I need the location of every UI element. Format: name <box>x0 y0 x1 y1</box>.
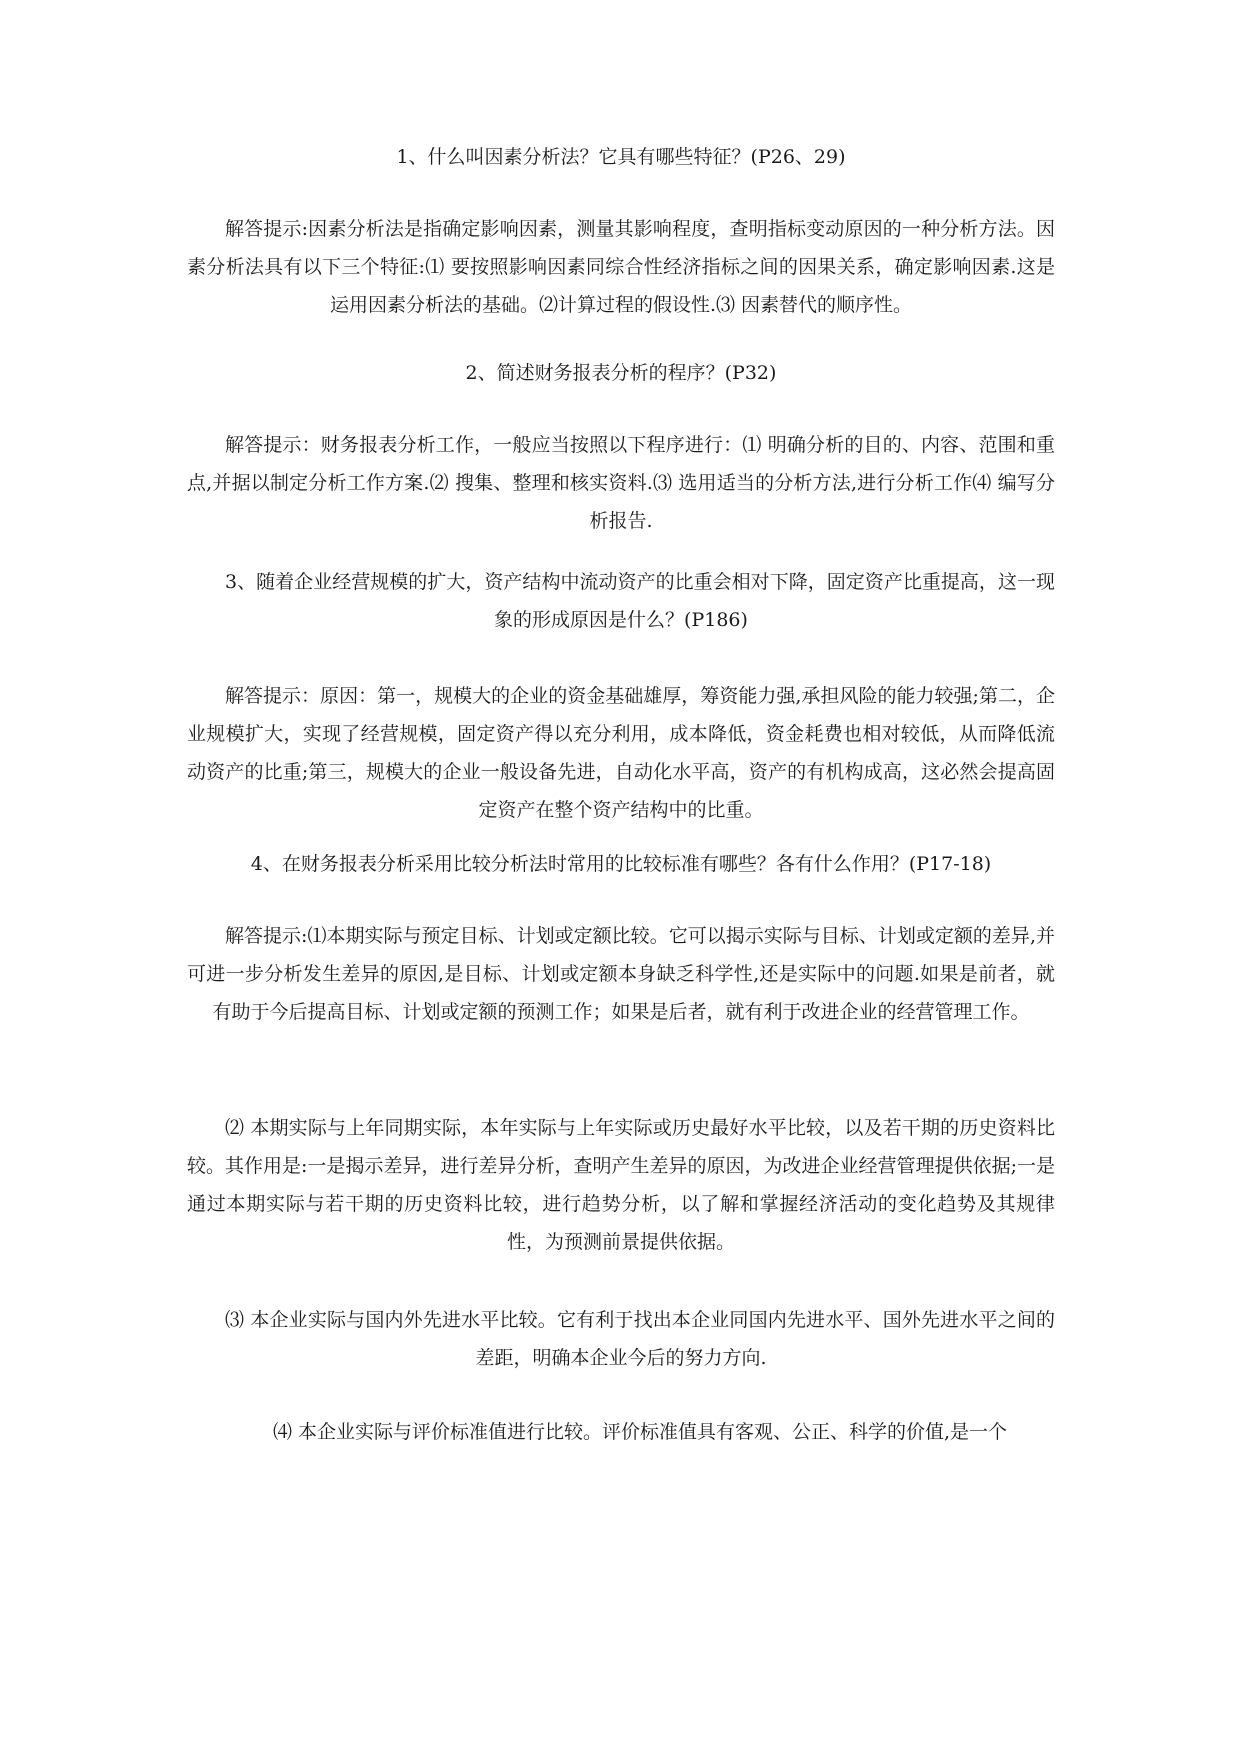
q2-answer: 解答提示：财务报表分析工作，一般应当按照以下程序进行：⑴ 明确分析的目的、内容、范围和重点,并据以制定分析工作方案.⑵ 搜集、整理和核实资料.⑶ 选用适当的分析方法,进行分析工作⑷ 编写分析报告. <box>187 434 1055 532</box>
q4-question: 4、在财务报表分析采用比较分析法时常用的比较标准有哪些？各有什么作用？(P17-18) <box>250 853 992 875</box>
q2-question: 2、简述财务报表分析的程序？(P32) <box>465 362 777 384</box>
q4-answer4-block <box>187 1413 1055 1451</box>
q3-answer-block <box>187 677 1055 829</box>
q4-answer2-block <box>187 1109 1055 1261</box>
q4-block <box>187 851 1055 877</box>
q4-answer3-block <box>187 1301 1055 1377</box>
q2-answer-block <box>187 426 1055 540</box>
q4-answer-1: 解答提示:⑴本期实际与预定目标、计划或定额比较。它可以揭示实际与目标、计划或定额的差异,并可进一步分析发生差异的原因,是目标、计划或定额本身缺乏科学性,还是实际中的问题.如果是前者，就有助于今后提高目标、计划或定额的预测工作；如果是后者，就有利于改进企业的经营管理工作。 <box>187 925 1055 1023</box>
q2-block <box>187 360 1055 386</box>
q3-block <box>187 563 1055 639</box>
q1-question: 1、什么叫因素分析法？它具有哪些特征？(P26、29) <box>396 146 846 168</box>
q4-answer-3: ⑶ 本企业实际与国内外先进水平比较。它有利于找出本企业同国内先进水平、国外先进水平之间的差距，明确本企业今后的努力方向. <box>225 1309 1055 1369</box>
q1-answer-block <box>187 210 1055 324</box>
q3-answer: 解答提示：原因：第一，规模大的企业的资金基础雄厚，筹资能力强,承担风险的能力较强;第二，企业规模扩大，实现了经营规模，固定资产得以充分利用，成本降低，资金耗费也相对较低，从而降低流动资产的比重;第三，规模大的企业一般设备先进，自动化水平高，资产的有机构成高，这必然会提高固定资产在整个资产结构中的比重。 <box>187 685 1055 821</box>
q4-answer-4: ⑷ 本企业实际与评价标准值进行比较。评价标准值具有客观、公正、科学的价值,是一个 <box>272 1421 1008 1443</box>
q3-question: 3、随着企业经营规模的扩大，资产结构中流动资产的比重会相对下降，固定资产比重提高，这一现象的形成原因是什么？(P186) <box>225 571 1055 631</box>
q1-block <box>187 144 1055 170</box>
q4-answer1-block <box>187 917 1055 1031</box>
q4-answer-2: ⑵ 本期实际与上年同期实际，本年实际与上年实际或历史最好水平比较，以及若干期的历史资料比较。其作用是:一是揭示差异，进行差异分析，查明产生差异的原因，为改进企业经营管理提供依据;一是通过本期实际与若干期的历史资料比较，进行趋势分析，以了解和掌握经济活动的变化趋势及其规律性，为预测前景提供依据。 <box>187 1117 1055 1253</box>
q1-answer: 解答提示:因素分析法是指确定影响因素，测量其影响程度，查明指标变动原因的一种分析方法。因素分析法具有以下三个特征:⑴ 要按照影响因素同综合性经济指标之间的因果关系，确定影响因素.这是运用因素分析法的基础。⑵计算过程的假设性.⑶ 因素替代的顺序性。 <box>187 218 1055 316</box>
